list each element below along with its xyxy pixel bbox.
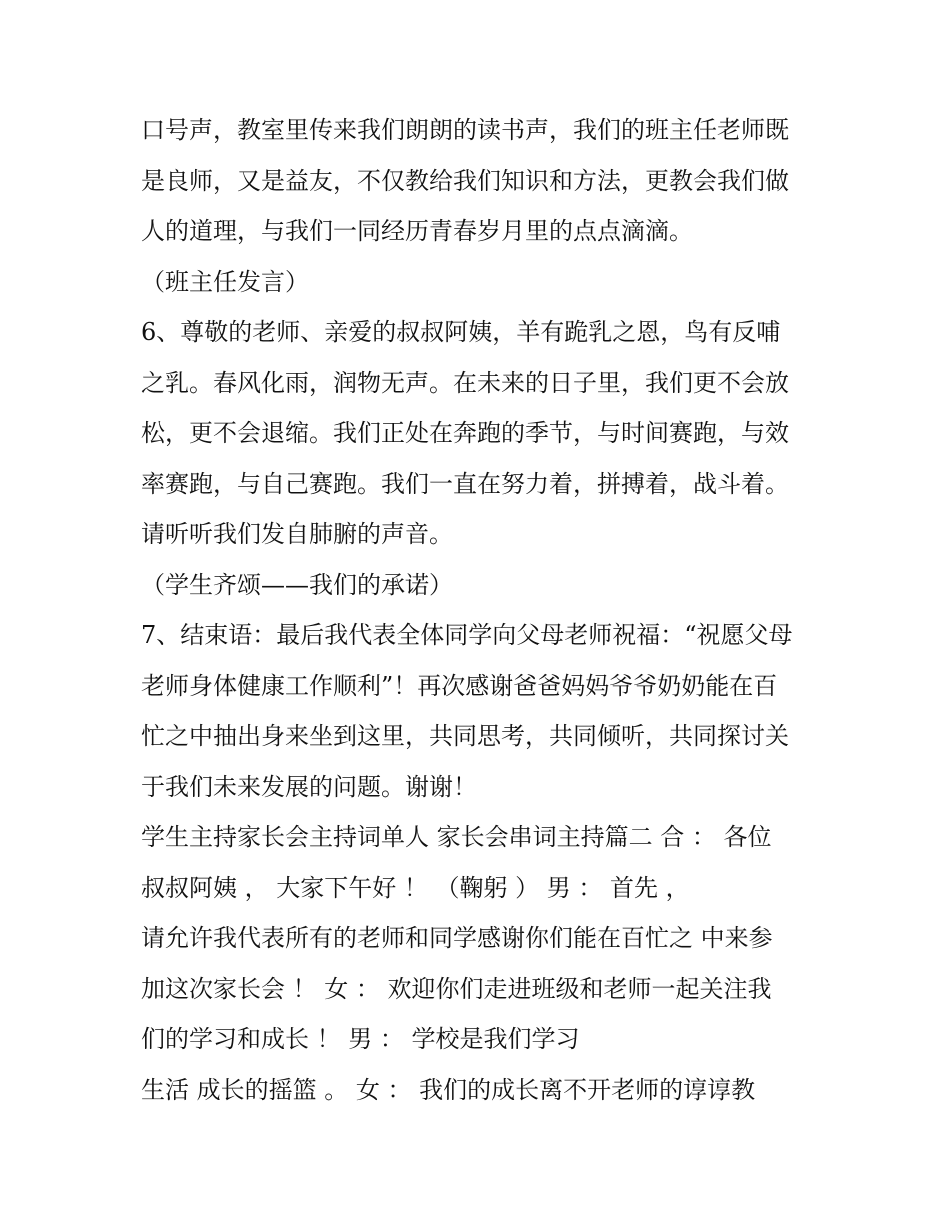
text-line: 口号声，教室里传来我们朗朗的读书声，我们的班主任老师既	[141, 116, 789, 144]
text-line: 请听听我们发自肺腑的声音。	[141, 520, 453, 548]
text-line: 6、尊敬的老师、亲爱的叔叔阿姨，羊有跪乳之恩，鸟有反哺	[141, 318, 781, 346]
text-line: 是良师，又是益友，不仅教给我们知识和方法，更教会我们做	[141, 167, 789, 195]
text-line: （班主任发言）	[141, 268, 309, 296]
text-line: 于我们未来发展的问题。谢谢！	[141, 773, 477, 801]
text-line: 加这次家长会 ！ 女 ： 欢迎你们走进班级和老师一起关注我	[141, 975, 772, 1003]
text-line: 学生主持家长会主持词单人 家长会串词主持篇二 合 ： 各位	[141, 823, 772, 851]
text-line: 7、结束语：最后我代表全体同学向父母老师祝福：“祝愿父母	[141, 621, 793, 649]
text-line: 松，更不会退缩。我们正处在奔跑的季节，与时间赛跑，与效	[141, 419, 789, 447]
text-line: 忙之中抽出身来坐到这里，共同思考，共同倾听，共同探讨关	[141, 722, 789, 750]
text-line: 请允许我代表所有的老师和同学感谢你们能在百忙之 中来参	[141, 924, 773, 952]
text-line: 叔叔阿姨 ， 大家下午好 ！ （鞠躬 ） 男 ： 首先 ，	[141, 874, 690, 902]
text-line: 之乳。春风化雨，润物无声。在未来的日子里，我们更不会放	[141, 369, 789, 397]
text-line: 们的学习和成长 ！ 男 ： 学校是我们学习	[141, 1025, 580, 1053]
text-line: （学生齐颂——我们的承诺）	[141, 571, 453, 599]
text-line: 人的道理，与我们一同经历青春岁月里的点点滴滴。	[141, 217, 693, 245]
text-line: 生活 成长的摇篮 。 女 ： 我们的成长离不开老师的谆谆教	[141, 1076, 756, 1104]
text-line: 率赛跑，与自己赛跑。我们一直在努力着，拼搏着，战斗着。	[141, 470, 789, 498]
text-line: 老师身体健康工作顺利”！再次感谢爸爸妈妈爷爷奶奶能在百	[141, 672, 778, 700]
